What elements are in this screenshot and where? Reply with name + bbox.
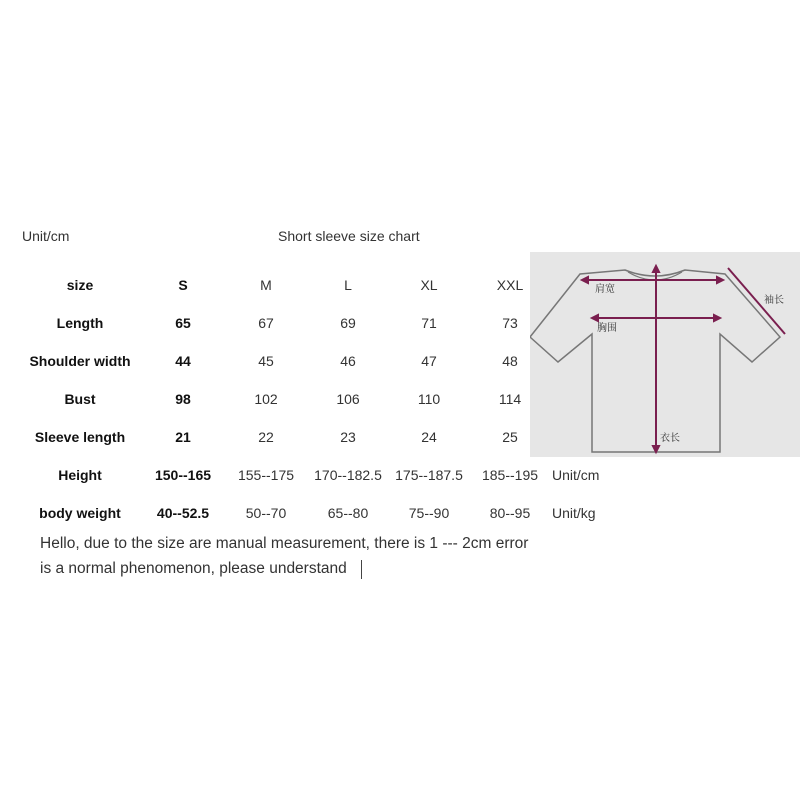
note-line-1: Hello, due to the size are manual measurement, there is 1 --- 2cm error (40, 535, 529, 552)
cell: 98 (175, 391, 191, 407)
tshirt-svg (530, 252, 800, 457)
table-row-bust (0, 380, 620, 418)
cell: 75--90 (408, 505, 450, 521)
sleeve-label: 袖长 (764, 295, 784, 306)
row-label: size (66, 277, 94, 293)
row-label: Length (56, 315, 104, 331)
row-label: Sleeve length (34, 429, 126, 445)
cell: 23 (340, 429, 356, 445)
cell: 110 (417, 391, 441, 407)
cell: XL (420, 277, 438, 293)
cell: 71 (421, 315, 437, 331)
cell: 47 (421, 353, 437, 369)
cell: 44 (175, 353, 191, 369)
cell: 73 (502, 315, 518, 331)
unit-label: Unit/cm (22, 228, 70, 244)
cell: 25 (502, 429, 518, 445)
text-cursor (361, 560, 362, 579)
cell: 80--95 (489, 505, 531, 521)
row-label: Bust (64, 391, 96, 407)
row-label: body weight (39, 505, 121, 521)
note-line-2: is a normal phenomenon, please understand (40, 560, 347, 577)
cell: 175--187.5 (395, 467, 463, 483)
cell: 155--175 (237, 467, 295, 483)
cell: 65--80 (327, 505, 369, 521)
shoulder-label: 肩宽 (595, 284, 615, 295)
cell: XXL (496, 277, 524, 293)
cell: 185--195 (481, 467, 539, 483)
cell: 106 (336, 391, 360, 407)
table-row-body-weight (0, 494, 620, 532)
cell: 21 (175, 429, 191, 445)
cell: 45 (258, 353, 274, 369)
cell: 50--70 (245, 505, 287, 521)
cell: 67 (258, 315, 274, 331)
cell: M (260, 277, 272, 293)
row-label: Height (58, 467, 102, 483)
cell: 40--52.5 (156, 505, 210, 521)
table-row-shoulder-width (0, 342, 620, 380)
cell: 114 (498, 391, 522, 407)
cell: S (178, 277, 188, 293)
cell: 69 (340, 315, 356, 331)
table-row-length (0, 304, 620, 342)
chart-title: Short sleeve size chart (278, 228, 420, 244)
row-unit: Unit/kg (552, 505, 596, 521)
cell: 170--182.5 (314, 467, 382, 483)
chest-label: 胸围 (597, 323, 617, 334)
length-label: 衣长 (660, 433, 680, 444)
table-row-sleeve-length (0, 418, 620, 456)
cell: 46 (340, 353, 356, 369)
cell: 22 (258, 429, 274, 445)
cell: 24 (421, 429, 437, 445)
table-row-size (0, 266, 620, 304)
cell: L (344, 277, 352, 293)
table-row-height (0, 456, 620, 494)
cell: 150--165 (154, 467, 212, 483)
tshirt-diagram (530, 252, 800, 457)
cell: 48 (502, 353, 518, 369)
cell: 102 (254, 391, 278, 407)
row-unit: Unit/cm (552, 467, 600, 483)
cell: 65 (175, 315, 191, 331)
row-label: Shoulder width (29, 353, 131, 369)
